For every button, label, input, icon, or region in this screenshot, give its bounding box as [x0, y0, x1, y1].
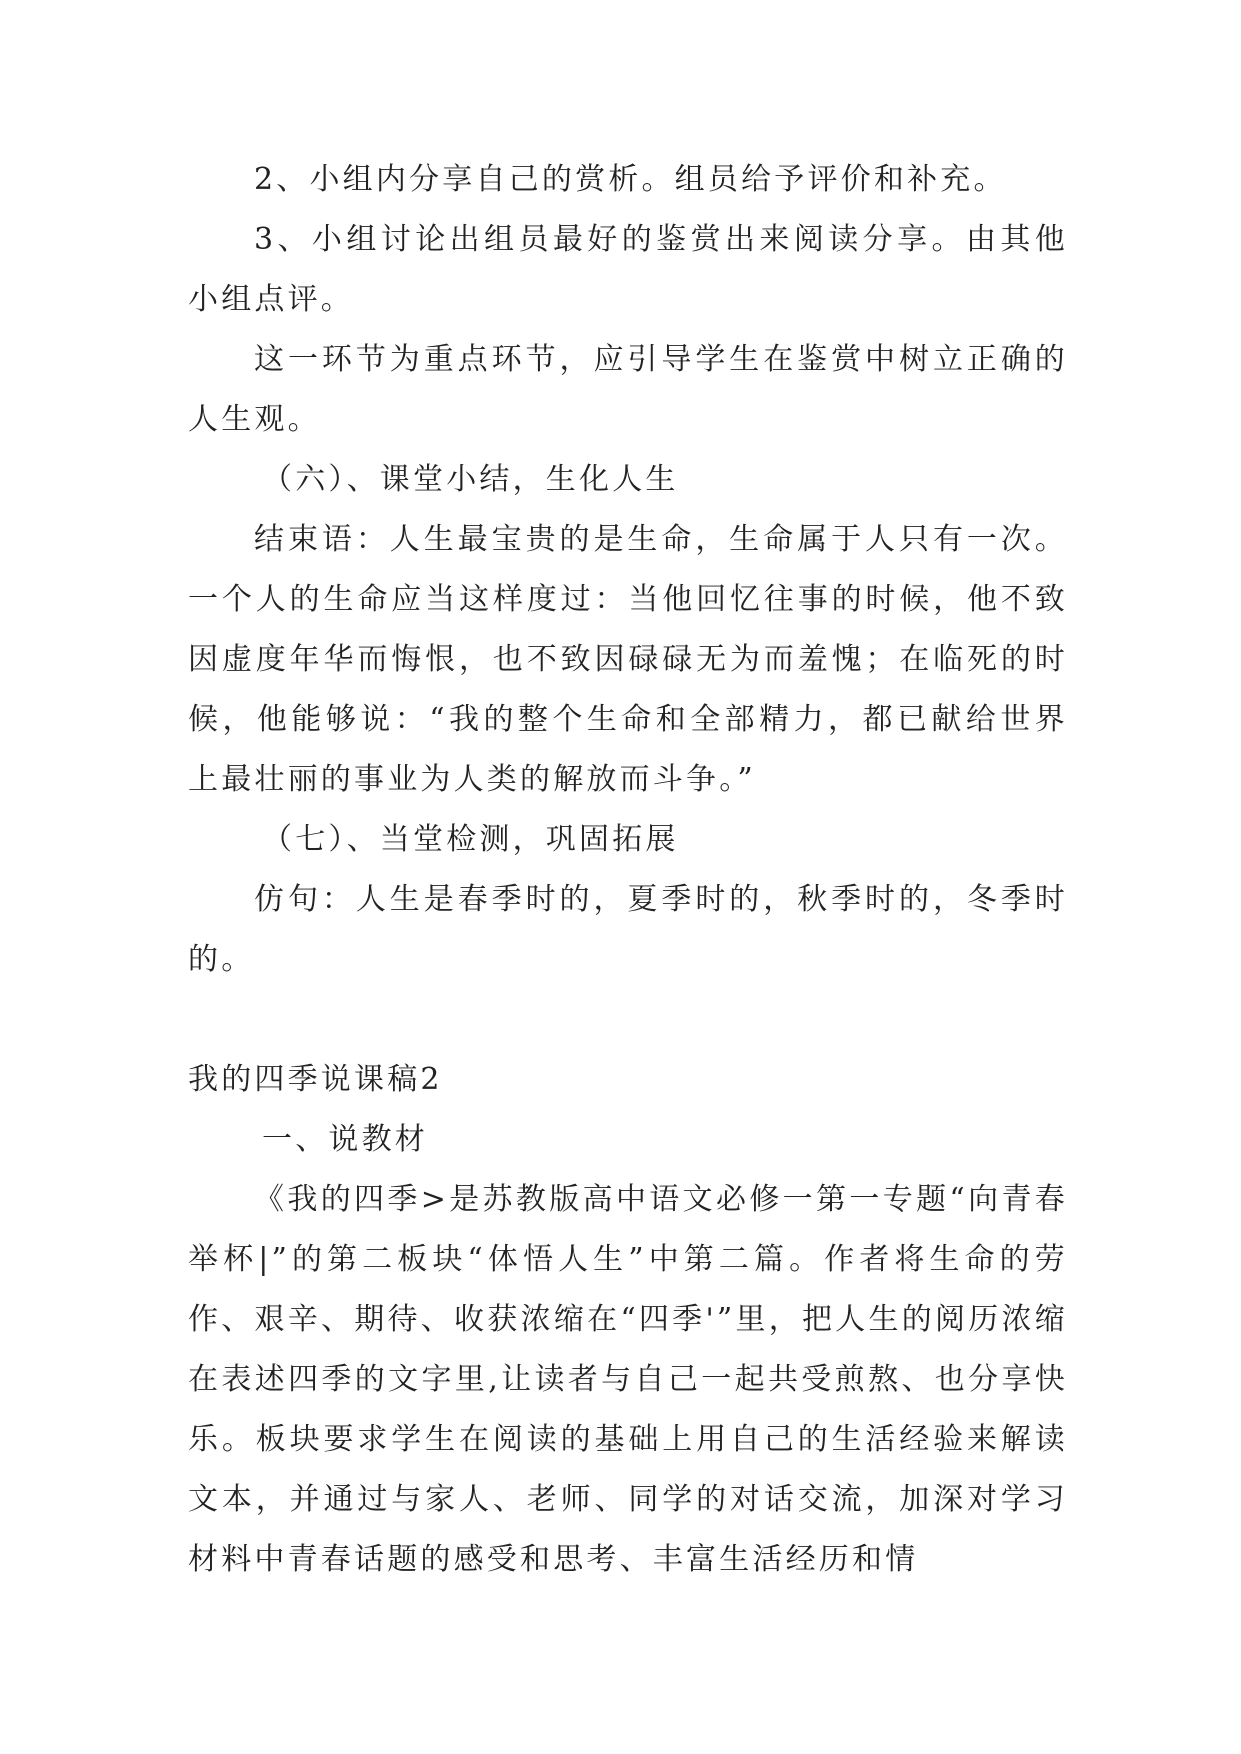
- paragraph-step-2: 2、小组内分享自己的赏析。组员给予评价和补充。: [254, 162, 1007, 197]
- paragraph-step-3: 3、小组讨论出组员最好的鉴赏出来阅读分享。由其他小组点评。: [188, 222, 1068, 317]
- section-heading-textbook: 一、说教材: [262, 1122, 428, 1157]
- paragraph-imitation-exercise: 仿句：人生是春季时的，夏季时的，秋季时的，冬季时的。: [188, 882, 1068, 977]
- paragraph-closing-remarks: 结束语：人生最宝贵的是生命，生命属于人只有一次。一个人的生命应当这样度过：当他回忆往事的时候，他不致因虚度年华而悔恨，也不致因碌碌无为而羞愧；在临死的时候，他能够说：“我的整个生命和全部精力，都已献给世界上最壮丽的事业为人类的解放而斗争。”: [188, 522, 1068, 797]
- section-title: 我的四季说课稿2: [188, 1062, 443, 1097]
- section-spacer: [188, 990, 1068, 1050]
- paragraph-key-stage-note: 这一环节为重点环节，应引导学生在鉴赏中树立正确的人生观。: [188, 342, 1068, 437]
- paragraph-textbook-description: 《我的四季>是苏教版高中语文必修一第一专题“向青春举杯|”的第二板块“体悟人生”中第二篇。作者将生命的劳作、艰辛、期待、收获浓缩在“四季'”里，把人生的阅历浓缩在表述四季的文字里,让读者与自己一起共受煎熬、也分享快乐。板块要求学生在阅读的基础上用自己的生活经验来解读文本，并通过与家人、老师、同学的对话交流，加深对学习材料中青春话题的感受和思考、丰富生活经历和情: [188, 1182, 1068, 1577]
- heading-practice: （七）、当堂检测，巩固拓展: [262, 822, 679, 857]
- heading-summary: （六）、课堂小结，生化人生: [262, 462, 679, 497]
- document-body: [188, 150, 1068, 1590]
